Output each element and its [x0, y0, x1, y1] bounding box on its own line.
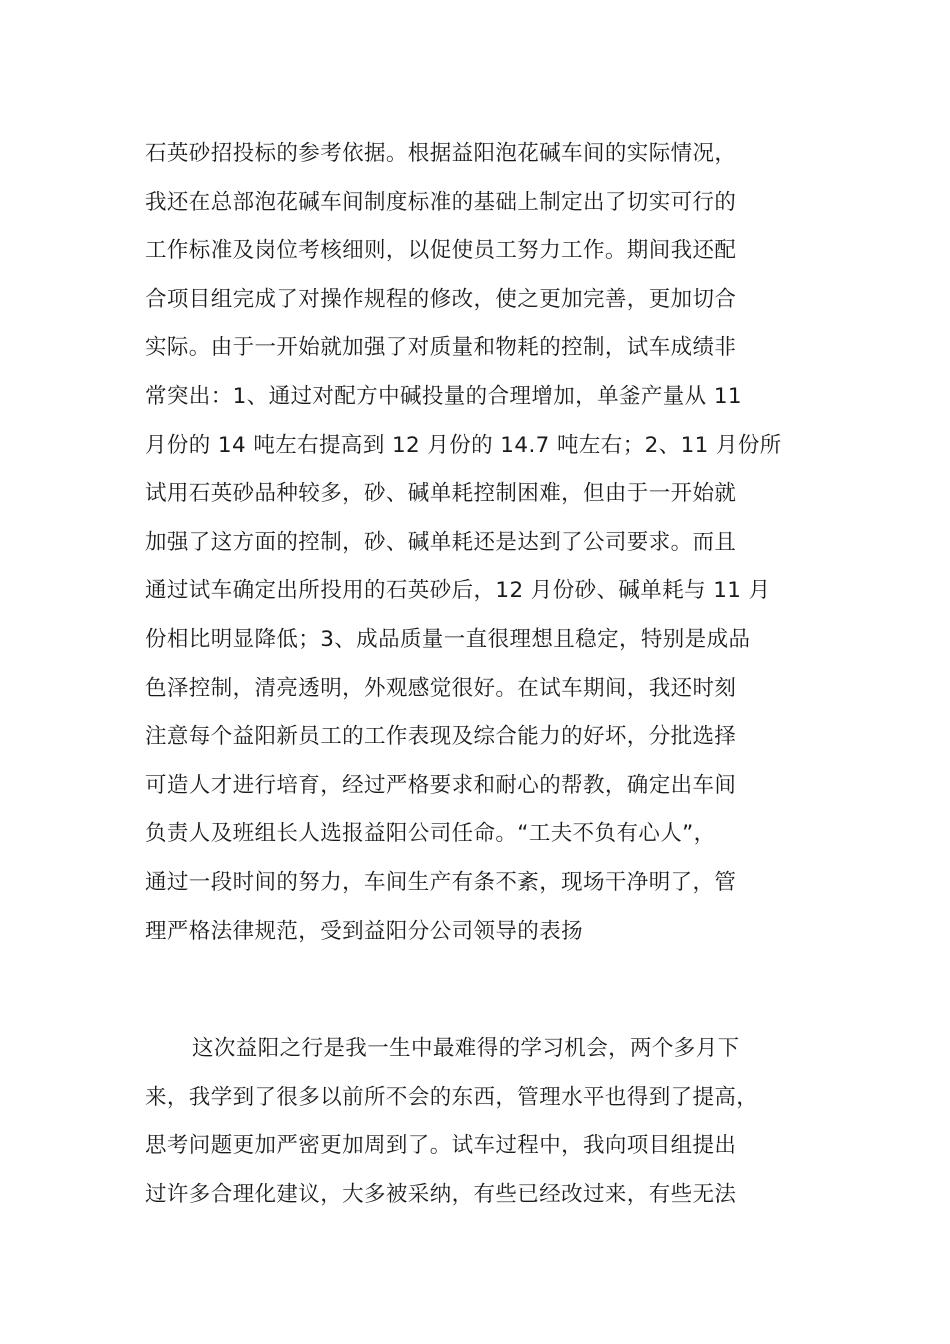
paragraph-line: 通过试车确定出所投用的石英砂后，12 月份砂、碱单耗与 11 月	[145, 578, 771, 604]
paragraph-line: 我还在总部泡花碱车间制度标准的基础上制定出了切实可行的	[145, 189, 737, 215]
paragraph-line: 过许多合理化建议，大多被采纳，有些已经改过来，有些无法	[145, 1181, 737, 1207]
paragraph-line: 思考问题更加严密更加周到了。试车过程中，我向项目组提出	[145, 1133, 737, 1159]
paragraph-line: 负责人及班组长人选报益阳公司任命。“工夫不负有心人”，	[145, 821, 716, 847]
paragraph-line: 这次益阳之行是我一生中最难得的学习机会，两个多月下	[192, 1036, 740, 1061]
paragraph-line: 注意每个益阳新员工的工作表现及综合能力的好坏，分批选择	[145, 724, 737, 750]
paragraph-line: 份相比明显降低；3、成品质量一直很理想且稳定，特别是成品	[145, 626, 751, 652]
paragraph-line: 实际。由于一开始就加强了对质量和物耗的控制，试车成绩非	[145, 335, 737, 361]
paragraph-line: 月份的 14 吨左右提高到 12 月份的 14.7 吨左右；2、11 月份所	[145, 432, 782, 458]
paragraph-line: 工作标准及岗位考核细则，以促使员工努力工作。期间我还配	[145, 238, 737, 264]
paragraph-line: 通过一段时间的努力，车间生产有条不紊，现场干净明了，管	[145, 869, 737, 895]
paragraph-line: 加强了这方面的控制，砂、碱单耗还是达到了公司要求。而且	[145, 529, 737, 555]
paragraph-line: 色泽控制，清亮透明，外观感觉很好。在试车期间，我还时刻	[145, 675, 737, 701]
paragraph-2	[145, 1025, 825, 1219]
paragraph-line: 来，我学到了很多以前所不会的东西，管理水平也得到了提高，	[145, 1084, 759, 1110]
paragraph-line: 合项目组完成了对操作规程的修改，使之更加完善，更加切合	[145, 286, 737, 312]
paragraph-line: 可造人才进行培育，经过严格要求和耐心的帮教，确定出车间	[145, 772, 737, 798]
paragraph-line: 理严格法律规范，受到益阳分公司领导的表扬	[145, 918, 584, 944]
paragraph-line: 石英砂招投标的参考依据。根据益阳泡花碱车间的实际情况，	[145, 141, 737, 166]
paragraph-line: 常突出：1、通过对配方中碱投量的合理增加，单釜产量从 11	[145, 383, 742, 409]
paragraph-1	[145, 130, 825, 956]
paragraph-line: 试用石英砂品种较多，砂、碱单耗控制困难，但由于一开始就	[145, 481, 737, 507]
